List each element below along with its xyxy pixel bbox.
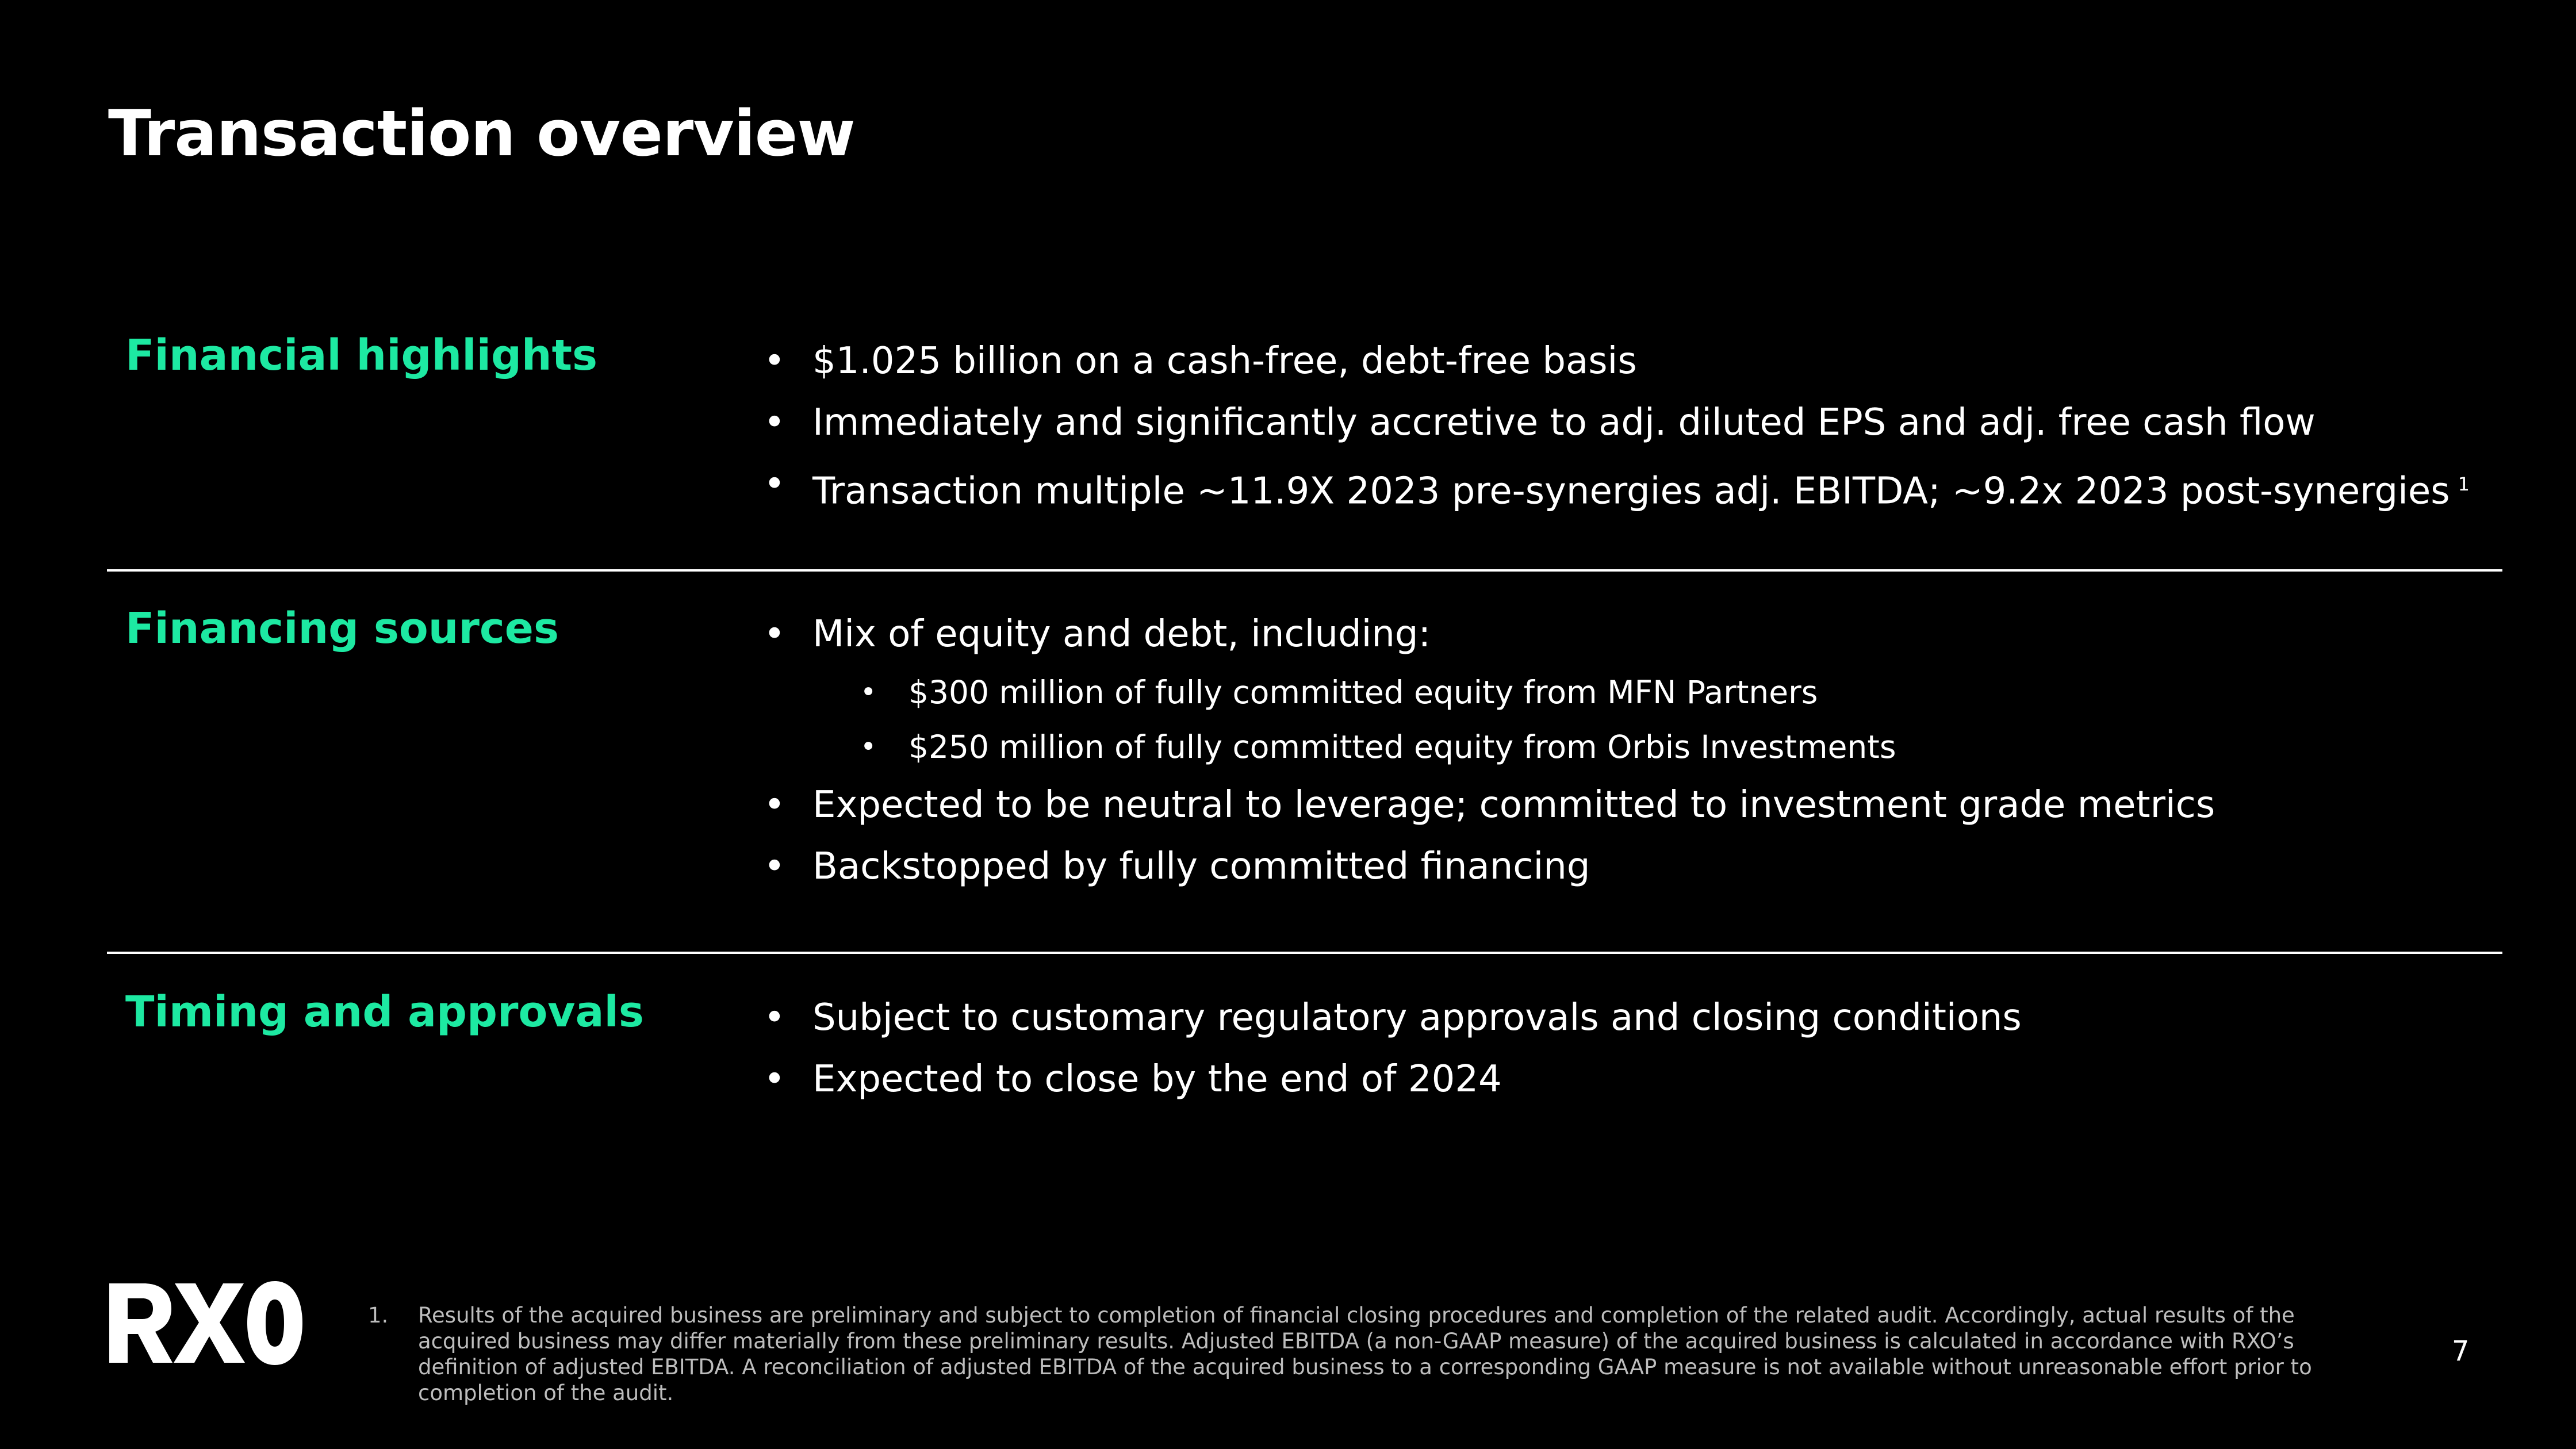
footnote-text: Results of the acquired business are preliminary and subject to completion of financial closing procedures and completion of the related audit. Accordingly, actual results of the acquired business may differ materially from these preliminary results. Adjusted EBITDA (a non-GAAP measure) of the acquired business is calculated in accordance with RXO’s definition of adjusted EBITDA. A reconciliation of adjusted EBITDA of the acquired business to a corresponding GAAP measure is not available without unreasonable effort prior to completion of the audit. [418, 1303, 2312, 1405]
footnote [368, 1302, 2323, 1406]
section-divider [107, 569, 2502, 572]
rxo-logo [107, 1281, 302, 1365]
bullet-item [764, 331, 2500, 392]
bullet-item [764, 987, 2500, 1049]
page-number: 7 [2452, 1335, 2470, 1367]
section-label-financing-sources: Financing sources [125, 604, 559, 653]
bullet-text: Expected to close by the end of 2024 [812, 1058, 1502, 1101]
bullet-text: $1.025 billion on a cash-free, debt-free basis [812, 340, 1637, 382]
sub-bullet-text: $250 million of fully committed equity from Orbis Investments [908, 729, 1896, 765]
bullet-list-financial-highlights [764, 331, 2500, 522]
bullet-item [764, 1049, 2500, 1110]
section-label-financial-highlights: Financial highlights [125, 331, 598, 380]
bullet-item [764, 836, 2500, 898]
bullet-item [764, 775, 2500, 836]
section-divider [107, 952, 2502, 954]
bullet-item [764, 604, 2500, 665]
bullet-list-timing-and-approvals [764, 987, 2500, 1110]
bullet-text: Immediately and significantly accretive to adj. diluted EPS and adj. free cash flow [812, 401, 2316, 444]
bullet-item [764, 392, 2500, 454]
bullet-text: Expected to be neutral to leverage; committed to investment grade metrics [812, 784, 2215, 826]
bullet-text: Backstopped by fully committed financing [812, 845, 1590, 888]
footnote-reference: 1 [2458, 473, 2470, 495]
footnote-number: 1. [368, 1303, 389, 1328]
bullet-text: Transaction multiple ~11.9X 2023 pre-synergies adj. EBITDA; ~9.2x 2023 post-synergies [812, 470, 2450, 513]
section-label-timing-and-approvals: Timing and approvals [125, 987, 644, 1037]
page-title: Transaction overview [108, 97, 855, 170]
sub-bullet-item [764, 720, 2500, 775]
sub-bullet-item [764, 665, 2500, 720]
bullet-item [764, 454, 2500, 522]
sub-bullet-text: $300 million of fully committed equity from MFN Partners [908, 674, 1818, 711]
bullet-list-financing-sources [764, 604, 2500, 898]
bullet-text: Mix of equity and debt, including: [812, 613, 1431, 656]
bullet-text: Subject to customary regulatory approvals and closing conditions [812, 996, 2022, 1039]
